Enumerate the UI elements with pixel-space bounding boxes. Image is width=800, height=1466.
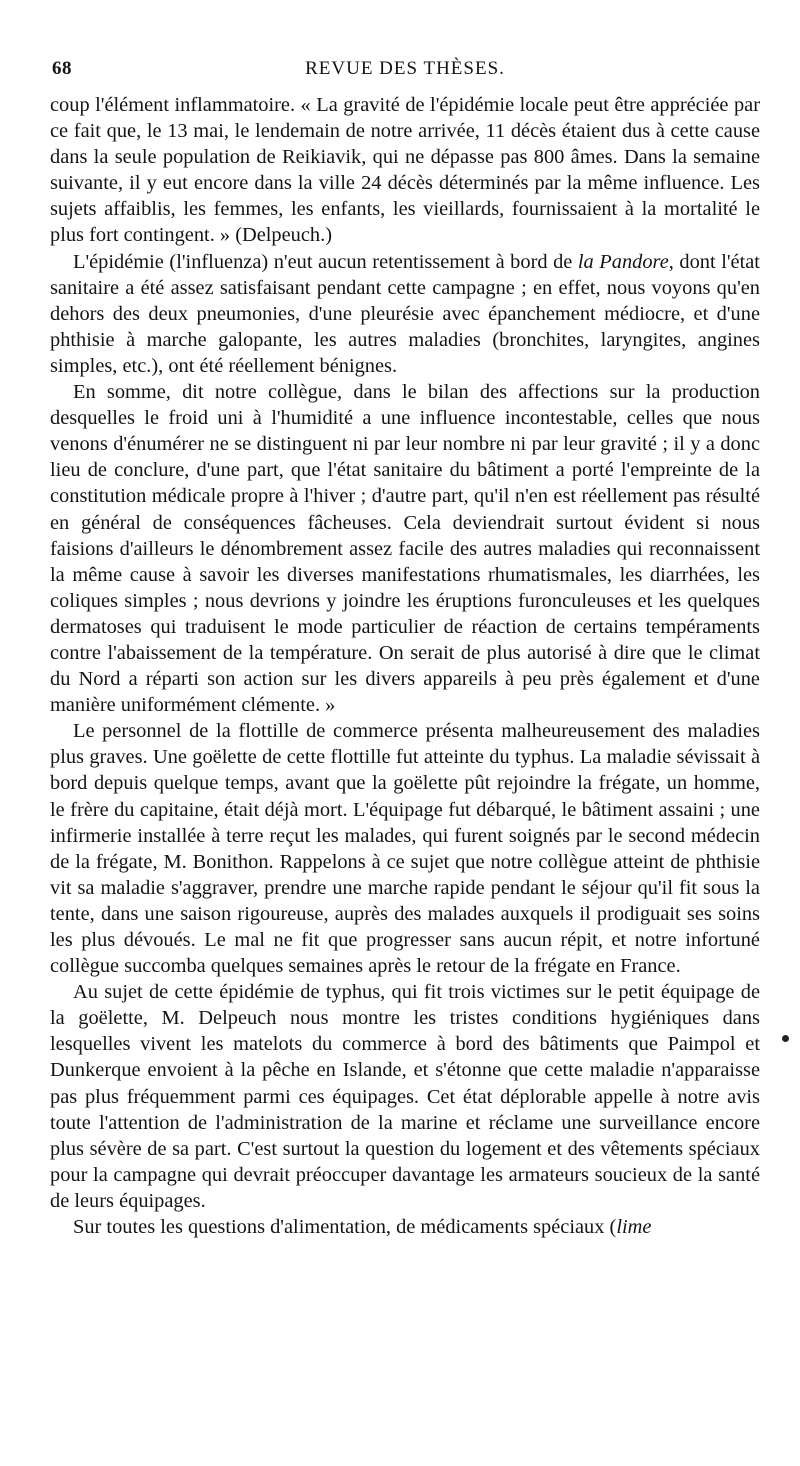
paragraph-2-before: L'épidémie (l'influenza) n'eut aucun retentissement à bord de: [73, 250, 578, 273]
journal-title: REVUE DES THÈSES.: [305, 58, 505, 79]
running-head: [50, 58, 760, 84]
paragraph-6-italic: lime: [616, 1216, 652, 1239]
page-number: 68: [52, 58, 72, 79]
paragraph-1: coup l'élément inflammatoire. « La gravité de l'épidémie locale peut être appréciée par ce fait que, le 13 mai, le lendemain de notre arrivée, 11 décès étaient dus à cette cause dans la seule population de Reikiavik, qui ne dépasse pas 800 âmes. Dans la semaine suivante, il y eut encore dans la ville 24 décès déterminés par la même influence. Les sujets affaiblis, les femmes, les enfants, les vieillards, fournissaient à la mortalité le plus fort contingent. » (Delpeuch.): [50, 94, 760, 247]
document-page: [50, 58, 760, 1240]
paragraph-2-after: , dont l'état sanitaire a été assez satisfaisant pendant cette campagne ; en effet, nous voyons qu'en dehors des deux pneumonies, d'une pleurésie avec épanchement médiocre, et d'une phthisie à marche galopante, les autres maladies (bronchites, laryngites, angines simples, etc.), ont été réellement bénignes.: [50, 250, 760, 377]
paragraph-4: Le personnel de la flottille de commerce présenta malheureusement des maladies plus graves. Une goëlette de cette flottille fut atteinte du typhus. La maladie sévissait à bord depuis quelque temps, avant que la goëlette pût rejoindre la frégate, un homme, le frère du capitaine, était déjà mort. L'équipage fut débarqué, le bâtiment assaini ; une infirmerie installée à terre reçut les malades, qui furent soignés par le second médecin de la frégate, M. Bonithon. Rappelons à ce sujet que notre collègue atteint de phthisie vit sa maladie s'aggraver, prendre une marche rapide pendant le séjour qu'il fit sous la tente, dans une saison rigoureuse, auprès des malades auxquels il prodiguait ses soins les plus dévoués. Le mal ne fit que progresser sans aucun répit, et notre infortuné collègue succomba quelques semaines après le retour de la frégate en France.: [50, 720, 760, 978]
paragraph-3: En somme, dit notre collègue, dans le bilan des affections sur la production desquelles le froid uni à l'humidité a une influence incontestable, celles que nous venons d'énumérer ne se distinguent ni par leur nombre ni par leur gravité ; il y a donc lieu de conclure, d'une part, que l'état sanitaire du bâtiment a porté l'empreinte de la constitution médicale propre à l'hiver ; d'autre part, qu'il n'en est réellement pas résulté en général de conséquences fâcheuses. Cela deviendrait surtout évident si nous faisions d'ailleurs le dénombrement assez facile des autres maladies qui reconnaissent la même cause à savoir les diverses manifestations rhumatismales, les diarrhées, les coliques simples ; nous devrions y joindre les éruptions furonculeuses et les quelques dermatoses qui traduisent le mode particulier de réaction de certains tempéraments contre l'abaissement de la température. On serait de plus autorisé à dire que le climat du Nord a réparti son action sur les divers appareils à peu près également et d'une manière uniformément clémente. »: [50, 381, 760, 717]
paragraph-5: Au sujet de cette épidémie de typhus, qui fit trois victimes sur le petit équipage de la goëlette, M. Delpeuch nous montre les tristes conditions hygiéniques dans lesquelles vivent les matelots du commerce à bord des bâtiments que Paimpol et Dunkerque envoient à la pêche en Islande, et s'étonne que cette maladie n'apparaisse pas plus fréquemment parmi ces équipages. Cet état déplorable appelle à notre avis toute l'attention de l'administration de la marine et réclame une surveillance encore plus sévère de sa part. C'est surtout la question du logement et des vêtements spéciaux pour la campagne qui devrait préoccuper davantage les armateurs soucieux de la santé de leurs équipages.: [50, 981, 760, 1212]
margin-dot-mark: [782, 1035, 789, 1042]
paragraph-6: [50, 1214, 760, 1240]
body-text: [50, 92, 760, 1240]
paragraph-2: [50, 249, 760, 379]
ship-name: la Pandore: [577, 250, 669, 273]
paragraph-6-before: Sur toutes les questions d'alimentation, de médicaments spéciaux (: [73, 1216, 617, 1239]
